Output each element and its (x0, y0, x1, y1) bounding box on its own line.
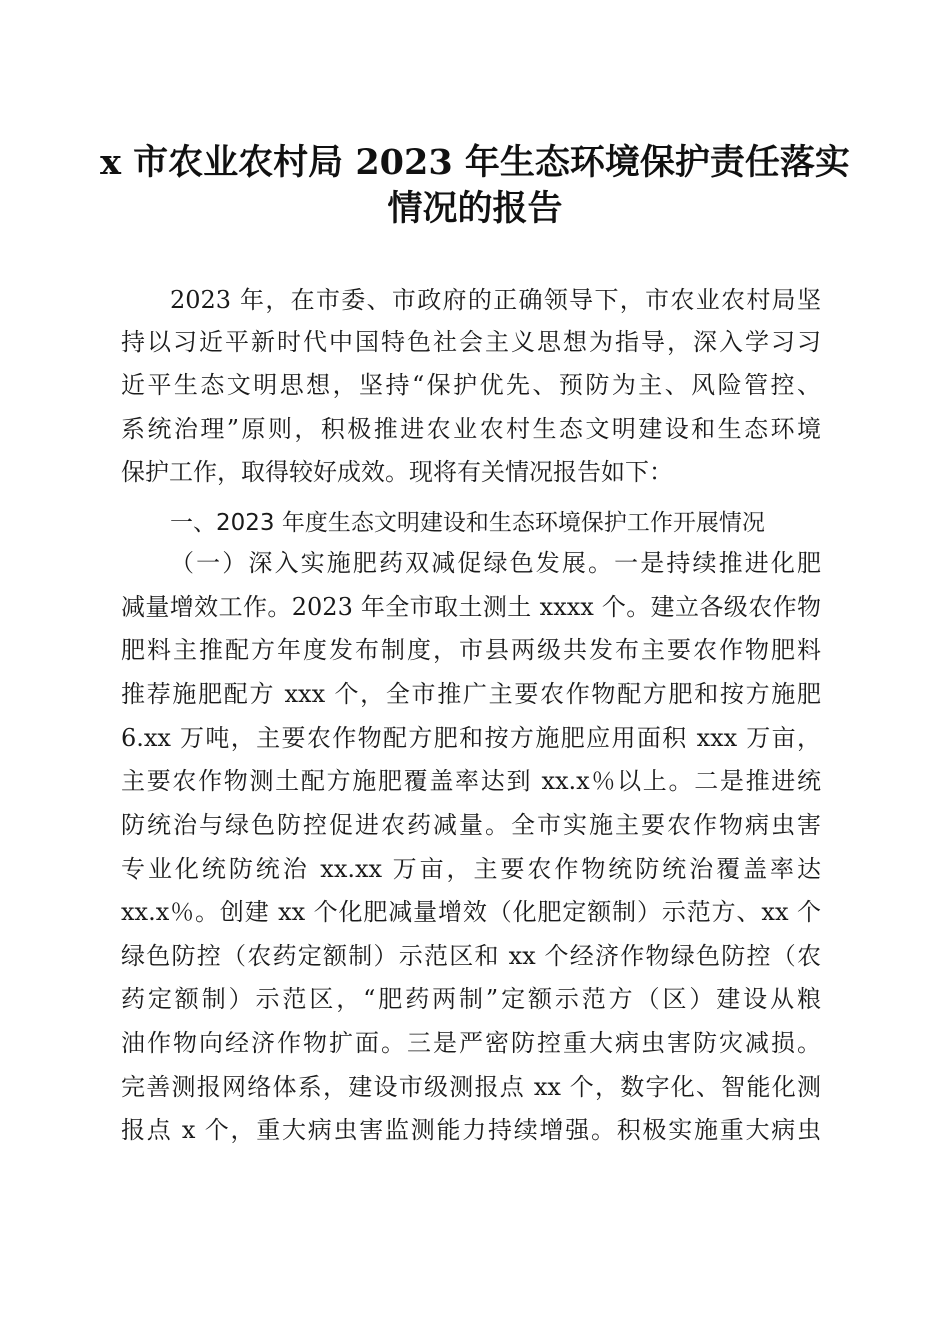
body-line: 药定额制）示范区，“肥药两制”定额示范方（区）建设从粮 (121, 985, 821, 1013)
body-line: 完善测报网络体系，建设市级测报点 xx 个，数字化、智能化测 (121, 1073, 821, 1101)
body-line: 6.xx 万吨，主要农作物配方肥和按方施肥应用面积 xxx 万亩， (121, 724, 821, 752)
document-title-line-1: x 市农业农村局 2023 年生态环境保护责任落实 (100, 142, 850, 183)
body-line: 报点 x 个，重大病虫害监测能力持续增强。积极实施重大病虫 (121, 1116, 821, 1144)
intro-line: 近平生态文明思想，坚持“保护优先、预防为主、风险管控、 (121, 371, 821, 399)
intro-line: 持以习近平新时代中国特色社会主义思想为指导，深入学习习 (121, 328, 821, 356)
body-line: 主要农作物测土配方施肥覆盖率达到 xx.x％以上。二是推进统 (121, 767, 821, 795)
body-line: 减量增效工作。2023 年全市取土测土 xxxx 个。建立各级农作物 (121, 593, 821, 621)
body-line: xx.x％。创建 xx 个化肥减量增效（化肥定额制）示范方、xx 个 (121, 898, 821, 926)
body-line: 专业化统防统治 xx.xx 万亩，主要农作物统防统治覆盖率达 (121, 855, 821, 883)
body-line: （一）深入实施肥药双减促绿色发展。一是持续推进化肥 (170, 549, 821, 577)
intro-line: 系统治理”原则，积极推进农业农村生态文明建设和生态环境 (121, 415, 821, 443)
body-line: 油作物向经济作物扩面。三是严密防控重大病虫害防灾减损。 (121, 1029, 821, 1057)
body-line: 防统治与绿色防控促进农药减量。全市实施主要农作物病虫害 (121, 811, 821, 839)
section-heading: 一、2023 年度生态文明建设和生态环境保护工作开展情况 (170, 510, 765, 536)
body-line: 肥料主推配方年度发布制度，市县两级共发布主要农作物肥料 (121, 636, 821, 664)
body-line: 推荐施肥配方 xxx 个，全市推广主要农作物配方肥和按方施肥 (121, 680, 821, 708)
document-title-line-2: 情况的报告 (387, 188, 563, 229)
body-line: 绿色防控（农药定额制）示范区和 xx 个经济作物绿色防控（农 (121, 942, 821, 970)
intro-line: 2023 年，在市委、市政府的正确领导下，市农业农村局坚 (170, 286, 821, 314)
intro-line: 保护工作，取得较好成效。现将有关情况报告如下： (121, 458, 673, 486)
